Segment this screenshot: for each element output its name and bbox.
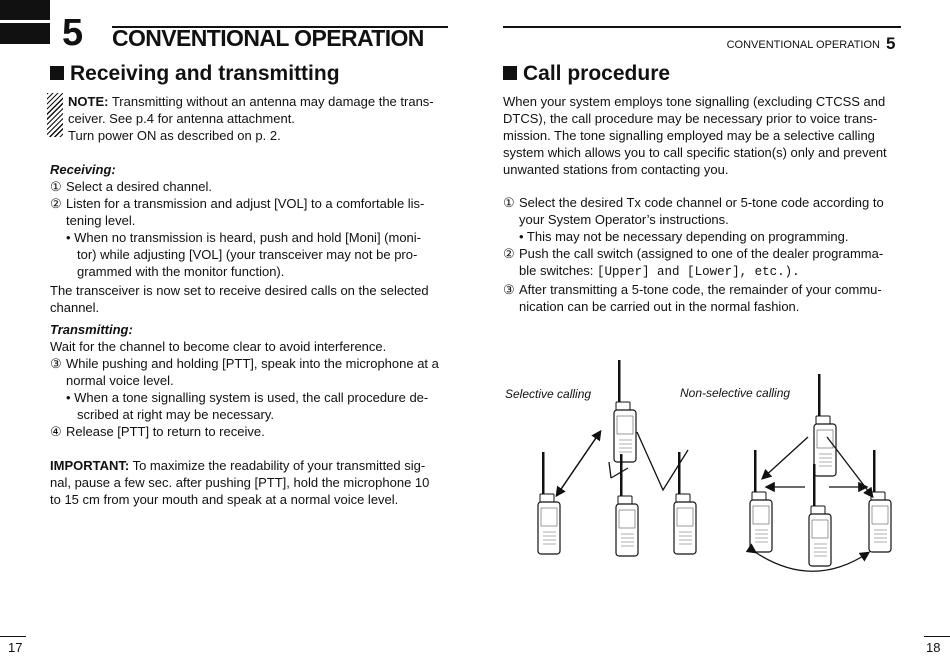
radio-icon-nonselective-left bbox=[750, 450, 772, 552]
page-number-right: 18 bbox=[926, 640, 941, 655]
caption-non-selective-calling: Non-selective calling bbox=[680, 386, 791, 400]
section-title-call-procedure: Call procedure bbox=[503, 63, 670, 84]
radio-icon-nonselective-right bbox=[869, 450, 891, 552]
blocked-line-vertical bbox=[609, 462, 611, 478]
chapter-tab-stripe bbox=[0, 20, 50, 23]
radio-icon-selective-left bbox=[538, 452, 560, 554]
important-block: IMPORTANT: To maximize the readability of your transmitted sig- nal, pause a few sec. after pushing [PTT], hold the microphone 10 to 15 cm from your mouth and speak at a normal voice level. bbox=[50, 458, 430, 507]
radio-icon-nonselective-top bbox=[814, 374, 836, 476]
page-number-rule-left bbox=[0, 636, 26, 637]
call-intro: When your system employs tone signalling (excluding CTCSS and DTCS), the call procedure may be necessary prior to voice trans- mission. The tone signalling employed may be a selective calling system which allows you to call specific station(s) only and prevent unwanted stations from contacting you. bbox=[503, 94, 887, 177]
receiving-block: Receiving: ① Select a desired channel. ② Listen for a transmission and adjust [VOL] to a comfortable lis- tening level. • When no transmission is heard, push and hold [Moni] (moni- tor) while adjusting [VOL] (your transceiver may not be pro- grammed with the monitor function). bbox=[50, 161, 448, 280]
note-hatch-icon bbox=[47, 93, 63, 137]
chapter-title: CONVENTIONAL OPERATION bbox=[112, 25, 424, 51]
transmitting-block: Transmitting: Wait for the channel to become clear to avoid interference. ③ While pushing and holding [PTT], speak into the microphone at a normal voice level. • When a tone signalling system is used, the call procedure de- scribed at right may be necessary. ④ Release [PTT] to return to receive. bbox=[50, 321, 450, 440]
page-number-rule-right bbox=[924, 636, 950, 637]
page-number-left: 17 bbox=[8, 640, 23, 655]
call-steps: ① Select the desired Tx code channel or 5-tone code according to your System Operator’s instructions. • This may not be necessary depending on programming. ② Push the call switch (assigned to one of the dealer programma- ble switches: [Upper] and [Lower], etc.). ③ After transmitting a 5-tone code, the remainder of your commu- nication can be carried out in the normal fashion. bbox=[503, 195, 884, 314]
note-label: NOTE: bbox=[68, 94, 109, 109]
important-label: IMPORTANT: bbox=[50, 458, 130, 473]
transmitting-label: Transmitting: bbox=[50, 322, 133, 337]
header-rule-right bbox=[503, 26, 901, 28]
chapter-number: 5 bbox=[62, 12, 84, 54]
note-block: NOTE: Transmitting without an antenna may damage the trans- ceiver. See p.4 for antenna attachment. Turn power ON as described on p. 2. bbox=[68, 94, 434, 143]
radio-icon-selective-top bbox=[614, 360, 636, 462]
radio-icon-nonselective-middle bbox=[809, 464, 831, 566]
section-square-icon bbox=[503, 66, 517, 80]
section-square-icon bbox=[50, 66, 64, 80]
section-title-receiving-transmitting: Receiving and transmitting bbox=[50, 63, 340, 84]
running-header-number: 5 bbox=[886, 34, 896, 53]
call-arrow-left-to-top bbox=[557, 432, 600, 495]
calling-diagram bbox=[500, 350, 920, 590]
caption-selective-calling: Selective calling bbox=[505, 387, 592, 401]
receiving-summary: The transceiver is now set to receive desired calls on the selected channel. bbox=[50, 283, 429, 315]
broadcast-arrow-to-left bbox=[763, 437, 808, 478]
receiving-label: Receiving: bbox=[50, 162, 116, 177]
blocked-line-diagonal bbox=[611, 468, 628, 478]
running-header: CONVENTIONAL OPERATION bbox=[726, 39, 880, 51]
